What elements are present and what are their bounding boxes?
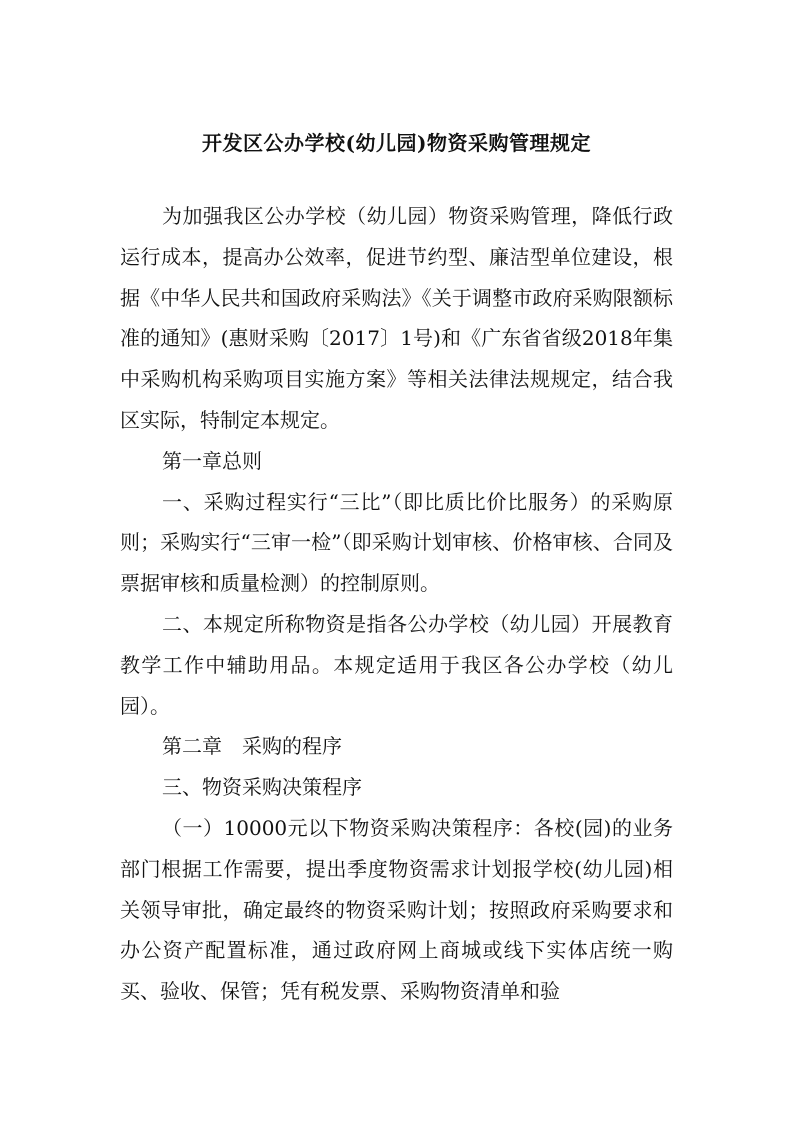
document-title: 开发区公办学校(幼儿园)物资采购管理规定 — [202, 131, 591, 155]
paragraph-article-2: 二、本规定所称物资是指各公办学校（幼儿园）开展教育教学工作中辅助用品。本规定适用于我区各公办学校（幼儿园）。 — [120, 611, 673, 718]
document-body — [120, 196, 673, 1012]
chapter-heading-2: 第二章 采购的程序 — [162, 734, 342, 759]
section-heading-3: 三、物资采购决策程序 — [162, 775, 362, 800]
chapter-heading-1: 第一章总则 — [162, 448, 262, 473]
paragraph-intro: 为加强我区公办学校（幼儿园）物资采购管理，降低行政运行成本，提高办公效率，促进节约型、廉洁型单位建设，根据《中华人民共和国政府采购法》《关于调整市政府采购限额标准的通知》(惠财采购〔2017〕1号)和《广东省省级2018年集中采购机构采购项目实施方案》等相关法律法规规定，结合我区实际，特制定本规定。 — [120, 204, 673, 432]
paragraph-subitem-1: （一）10000元以下物资采购决策程序：各校(园)的业务部门根据工作需要，提出季度物资需求计划报学校(幼儿园)相关领导审批，确定最终的物资采购计划；按照政府采购要求和办公资产配置标准，通过政府网上商城或线下实体店统一购买、验收、保管；凭有税发票、采购物资清单和验 — [120, 815, 673, 1004]
paragraph-article-1: 一、采购过程实行“三比”（即比质比价比服务）的采购原则；采购实行“三审一检”（即采购计划审核、价格审核、合同及票据审核和质量检测）的控制原则。 — [120, 489, 673, 596]
